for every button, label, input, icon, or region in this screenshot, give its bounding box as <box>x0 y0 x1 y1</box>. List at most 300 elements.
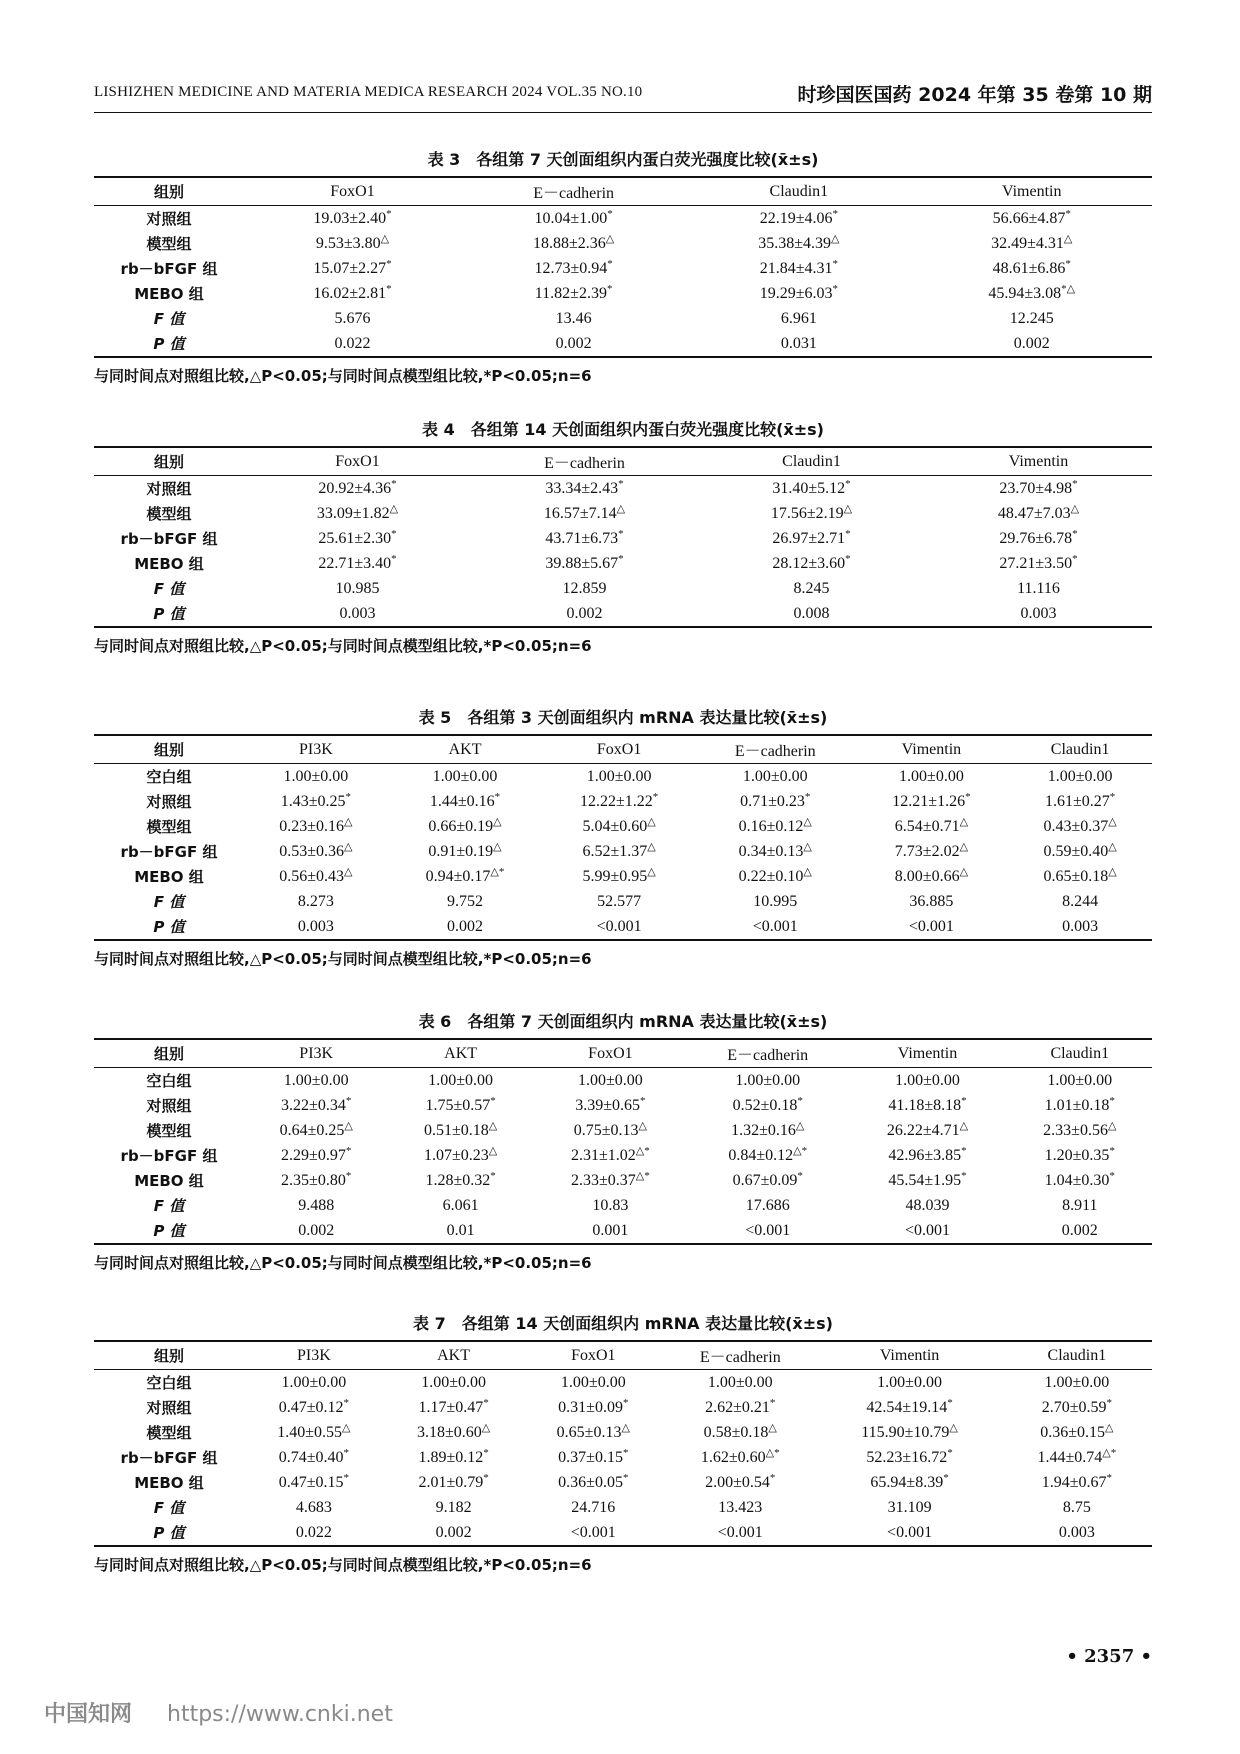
cell-value: 45.94±3.08 <box>988 284 1062 302</box>
table-cell <box>533 1068 688 1094</box>
row-label: 对照组 <box>146 210 192 228</box>
cell-value: 5.99±0.95 <box>582 867 648 885</box>
data-table <box>94 446 1152 628</box>
cell-value: 0.71±0.23 <box>740 792 805 810</box>
cell-value: 0.75±0.13 <box>573 1121 639 1139</box>
table-row <box>94 256 1152 281</box>
significance-mark: △* <box>1102 1446 1117 1459</box>
cell-value: 9.752 <box>447 892 484 910</box>
significance-mark: △ <box>647 815 656 828</box>
table-cell <box>817 1445 1001 1470</box>
significance-mark: △ <box>1108 840 1117 853</box>
significance-mark: △ <box>795 1119 805 1132</box>
cell-value: 0.47±0.12 <box>278 1398 344 1416</box>
table-cell <box>244 1168 388 1193</box>
table-cell <box>1008 1093 1152 1118</box>
significance-mark: * <box>947 1396 953 1409</box>
cell-value: 2.70±0.59 <box>1041 1398 1107 1416</box>
cell-value: 0.23±0.16 <box>279 817 345 835</box>
table-cell <box>388 864 543 889</box>
significance-mark: △ <box>1063 232 1073 245</box>
table-cell <box>388 1068 532 1094</box>
significance-mark: △ <box>647 865 656 878</box>
cell-value: 43.71±6.73 <box>545 529 619 547</box>
table-cell <box>1008 1168 1152 1193</box>
table-cell <box>698 501 925 526</box>
table-footnote: 与同时间点对照组比较,△P<0.05;与同时间点模型组比较,*P<0.05;n=6 <box>94 1254 592 1272</box>
cell-value: 56.66±4.87 <box>992 209 1066 227</box>
cell-value: 0.003 <box>339 604 376 622</box>
cell-value: 15.07±2.27 <box>313 259 387 277</box>
table-cell <box>925 551 1152 576</box>
row-label: P 值 <box>94 1520 244 1546</box>
cell-value: 0.16±0.12 <box>738 817 804 835</box>
significance-mark: * <box>943 1471 949 1484</box>
cell-value: 48.039 <box>905 1196 950 1214</box>
table-cell <box>533 1118 688 1143</box>
table-cell <box>471 501 698 526</box>
table-cell <box>911 281 1152 306</box>
significance-mark: △ <box>959 840 969 853</box>
cell-value: 1.75±0.57 <box>425 1096 491 1114</box>
significance-mark: * <box>494 790 501 803</box>
table-cell <box>244 1143 388 1168</box>
table-cell <box>533 1193 688 1218</box>
cell-value: 0.022 <box>334 334 371 352</box>
table-cell <box>244 1218 388 1244</box>
cell-value: 12.22±1.22 <box>579 792 653 810</box>
cell-value: 45.54±1.95 <box>888 1171 962 1189</box>
table-cell <box>1002 1495 1152 1520</box>
table-row <box>94 1445 1152 1470</box>
cell-value: 11.116 <box>1017 579 1060 597</box>
table-cell <box>244 281 461 306</box>
table-caption: 表 6 各组第 7 天创面组织内 mRNA 表达量比较(x̄±s) <box>418 1012 828 1031</box>
significance-mark: * <box>797 1169 803 1182</box>
cell-value: 8.00±0.66 <box>894 867 960 885</box>
table-cell <box>523 1520 663 1546</box>
significance-mark: △ <box>1108 865 1117 878</box>
significance-mark: △* <box>635 1169 650 1182</box>
significance-mark: * <box>797 1094 803 1107</box>
table-block <box>94 1010 1152 1275</box>
table-cell <box>911 206 1152 232</box>
cell-value: 0.58±0.18 <box>703 1423 769 1441</box>
table-row <box>94 306 1152 331</box>
cell-value: 6.061 <box>442 1196 479 1214</box>
significance-mark: △ <box>616 502 626 515</box>
cell-value: 1.00±0.00 <box>895 1071 960 1089</box>
cell-value: 1.04±0.30 <box>1044 1171 1110 1189</box>
cell-value: 6.961 <box>780 309 817 327</box>
journal-name-en: LISHIZHEN MEDICINE AND MATERIA MEDICA RESEARCH 2024 VOL.35 NO.10 <box>94 84 643 100</box>
cnki-url[interactable]: https://www.cnki.net <box>167 1702 393 1727</box>
table-cell <box>542 764 696 790</box>
table-cell <box>523 1395 663 1420</box>
cell-value: 1.00±0.00 <box>586 767 652 785</box>
table-row <box>94 864 1152 889</box>
table-cell <box>542 814 696 839</box>
cell-value: 8.244 <box>1062 892 1099 910</box>
cell-value: 1.43±0.25 <box>280 792 346 810</box>
cell-value: 0.37±0.15 <box>558 1448 623 1466</box>
cell-value: 0.002 <box>555 334 592 352</box>
significance-mark: * <box>622 1471 629 1484</box>
cell-value: 12.21±1.26 <box>892 792 966 810</box>
cell-value: 10.04±1.00 <box>534 209 608 227</box>
cell-value: 1.89±0.12 <box>418 1448 484 1466</box>
table-cell <box>696 914 855 940</box>
cell-value: 6.54±0.71 <box>894 817 960 835</box>
table-cell <box>1002 1470 1152 1495</box>
significance-mark: * <box>607 207 613 220</box>
column-header: 组别 <box>94 735 244 764</box>
table-cell <box>688 1093 847 1118</box>
cell-value: 0.52±0.18 <box>732 1096 798 1114</box>
row-label: MEBO 组 <box>134 868 204 886</box>
significance-mark: * <box>1109 1094 1115 1107</box>
column-header: E－cadherin <box>688 1039 847 1068</box>
cell-value: 1.00±0.00 <box>421 1373 486 1391</box>
significance-mark: * <box>947 1446 953 1459</box>
significance-mark: * <box>618 477 624 490</box>
cell-value: <0.001 <box>745 1221 791 1239</box>
table-cell <box>388 839 543 864</box>
significance-mark: * <box>1109 1169 1115 1182</box>
significance-mark: * <box>1065 207 1071 220</box>
table-row <box>94 1193 1152 1218</box>
significance-mark: * <box>618 552 624 565</box>
table-cell <box>244 576 471 601</box>
table-cell <box>686 306 911 331</box>
cell-value: 1.40±0.55 <box>277 1423 343 1441</box>
table-cell <box>925 601 1152 627</box>
data-table <box>94 734 1152 941</box>
row-label: 模型组 <box>146 505 192 523</box>
significance-mark: * <box>391 552 397 565</box>
table-cell <box>244 1520 384 1546</box>
table-row <box>94 1143 1152 1168</box>
table-cell <box>542 864 696 889</box>
cell-value: 1.00±0.00 <box>578 1071 643 1089</box>
row-label: rb－bFGF 组 <box>120 260 218 278</box>
row-label: MEBO 组 <box>134 555 204 573</box>
table-cell <box>696 789 855 814</box>
table-cell <box>847 1193 1007 1218</box>
significance-mark: △ <box>803 840 812 853</box>
significance-mark: * <box>386 207 392 220</box>
table-cell <box>855 839 1009 864</box>
significance-mark: △ <box>949 1421 958 1434</box>
column-header: Claudin1 <box>686 177 911 206</box>
table-cell <box>1008 1068 1152 1094</box>
table-cell <box>384 1420 524 1445</box>
table-cell <box>1008 1193 1152 1218</box>
row-label: F 值 <box>153 1197 185 1215</box>
significance-mark: △ <box>342 1421 351 1434</box>
row-label: P 值 <box>94 601 244 627</box>
table-cell <box>542 789 696 814</box>
cell-value: 0.84±0.12 <box>728 1146 794 1164</box>
table-row <box>94 1470 1152 1495</box>
table-cell <box>1008 1218 1152 1244</box>
cell-value: 36.885 <box>909 892 954 910</box>
significance-mark: △ <box>1105 1421 1114 1434</box>
table-cell <box>542 889 696 914</box>
table-cell <box>542 839 696 864</box>
cell-value: 1.20±0.35 <box>1044 1146 1110 1164</box>
row-label: 模型组 <box>146 818 192 836</box>
cell-value: 1.00±0.00 <box>1044 1373 1110 1391</box>
cell-value: 33.34±2.43 <box>545 479 619 497</box>
cell-value: 0.002 <box>435 1523 472 1541</box>
significance-mark: * <box>845 527 851 540</box>
significance-mark: * <box>483 1446 489 1459</box>
cell-value: 1.62±0.60 <box>700 1448 766 1466</box>
cell-value: 0.64±0.25 <box>279 1121 345 1139</box>
significance-mark: △ <box>344 840 353 853</box>
significance-mark: △* <box>490 865 505 878</box>
cell-value: 18.88±2.36 <box>532 234 606 252</box>
significance-mark: * <box>343 1471 349 1484</box>
column-header: Vimentin <box>817 1341 1001 1370</box>
table-cell <box>244 601 471 627</box>
cell-value: 0.002 <box>298 1221 335 1239</box>
row-label: 对照组 <box>146 480 192 498</box>
significance-mark: △ <box>380 232 390 245</box>
significance-mark: △ <box>344 815 353 828</box>
table-cell <box>1008 764 1152 790</box>
table-cell <box>925 526 1152 551</box>
table-row <box>94 789 1152 814</box>
significance-mark: * <box>1072 527 1078 540</box>
cell-value: 0.91±0.19 <box>428 842 494 860</box>
significance-mark: △* <box>765 1446 780 1459</box>
cell-value: 1.00±0.00 <box>707 1373 773 1391</box>
cell-value: 13.423 <box>718 1498 763 1516</box>
significance-mark: * <box>391 527 397 540</box>
table-block <box>94 418 1152 658</box>
cell-value: 0.002 <box>566 604 603 622</box>
significance-mark: △ <box>803 865 812 878</box>
table-cell <box>244 256 461 281</box>
table-cell <box>244 551 471 576</box>
cell-value: 4.683 <box>295 1498 332 1516</box>
significance-mark: * <box>832 257 838 270</box>
column-header: Vimentin <box>925 447 1152 476</box>
cell-value: 1.01±0.18 <box>1044 1096 1110 1114</box>
cell-value: 1.00±0.00 <box>432 767 498 785</box>
cell-value: 52.577 <box>597 892 642 910</box>
cell-value: 1.00±0.00 <box>742 767 808 785</box>
table-cell <box>688 1143 847 1168</box>
table-cell <box>911 256 1152 281</box>
table-cell <box>688 1218 847 1244</box>
cell-value: 65.94±8.39 <box>870 1473 944 1491</box>
cell-value: 2.33±0.56 <box>1043 1121 1108 1139</box>
table-row <box>94 576 1152 601</box>
cell-value: 1.61±0.27 <box>1044 792 1110 810</box>
cell-value: 1.00±0.00 <box>877 1373 942 1391</box>
row-label: F 值 <box>153 580 185 598</box>
table-footnote: 与同时间点对照组比较,△P<0.05;与同时间点模型组比较,*P<0.05;n=6 <box>94 637 592 655</box>
table-row <box>94 281 1152 306</box>
table-cell <box>925 501 1152 526</box>
table-block <box>94 148 1152 388</box>
table-cell <box>244 789 388 814</box>
column-header: Claudin1 <box>1008 1039 1152 1068</box>
cnki-watermark[interactable] <box>44 1697 393 1728</box>
cell-value: 31.109 <box>887 1498 932 1516</box>
table-cell <box>461 206 686 232</box>
table-row <box>94 1118 1152 1143</box>
cell-value: 8.75 <box>1062 1498 1091 1516</box>
table-cell <box>533 1168 688 1193</box>
table-cell <box>244 889 388 914</box>
column-header: Vimentin <box>855 735 1009 764</box>
row-label: P 值 <box>94 1218 244 1244</box>
cell-value: 0.59±0.40 <box>1043 842 1109 860</box>
table-footnote: 与同时间点对照组比较,△P<0.05;与同时间点模型组比较,*P<0.05;n=6 <box>94 367 592 385</box>
cell-value: 0.56±0.43 <box>279 867 345 885</box>
table-cell <box>1008 1118 1152 1143</box>
table-cell <box>686 281 911 306</box>
cell-value: 32.49±4.31 <box>991 234 1064 252</box>
significance-mark: △ <box>768 1421 777 1434</box>
significance-mark: * <box>606 282 613 295</box>
table-caption: 表 3 各组第 7 天创面组织内蛋白荧光强度比较(x̄±s) <box>427 150 819 169</box>
table-cell <box>384 1495 524 1520</box>
table-cell <box>1008 864 1152 889</box>
table-row <box>94 1420 1152 1445</box>
table-caption: 表 7 各组第 14 天创面组织内 mRNA 表达量比较(x̄±s) <box>413 1314 833 1333</box>
cell-value: 0.001 <box>592 1221 629 1239</box>
significance-mark: △ <box>959 815 969 828</box>
table-cell <box>698 526 925 551</box>
row-label: F 值 <box>153 310 185 328</box>
table-cell <box>244 331 461 357</box>
table-row <box>94 1218 1152 1244</box>
row-label: F 值 <box>153 893 185 911</box>
table-cell <box>244 814 388 839</box>
table-cell <box>461 306 686 331</box>
cell-value: 9.182 <box>435 1498 472 1516</box>
significance-mark: * <box>804 790 811 803</box>
significance-mark: △ <box>1108 815 1117 828</box>
table-cell <box>698 576 925 601</box>
significance-mark: * <box>345 1094 352 1107</box>
table-cell <box>384 1370 524 1396</box>
cell-value: 8.245 <box>793 579 830 597</box>
significance-mark: * <box>618 527 624 540</box>
significance-mark: * <box>961 1144 967 1157</box>
cell-value: 1.00±0.00 <box>281 1373 347 1391</box>
table-cell <box>663 1445 817 1470</box>
table-cell <box>244 231 461 256</box>
table-cell <box>388 1193 532 1218</box>
cell-value: 22.71±3.40 <box>318 554 392 572</box>
table-cell <box>855 914 1009 940</box>
table-cell <box>817 1470 1001 1495</box>
table-cell <box>244 1470 384 1495</box>
significance-mark: △ <box>959 1119 969 1132</box>
table-caption: 表 4 各组第 14 天创面组织内蛋白荧光强度比较(x̄±s) <box>422 420 824 439</box>
row-label: 空白组 <box>146 1374 192 1392</box>
table-cell <box>388 1093 532 1118</box>
cell-value: 2.00±0.54 <box>705 1473 770 1491</box>
column-header: PI3K <box>244 1341 384 1370</box>
table-cell <box>688 1068 847 1094</box>
cell-value: 26.97±2.71 <box>772 529 846 547</box>
cell-value: 19.03±2.40 <box>313 209 387 227</box>
cell-value: <0.001 <box>752 917 798 935</box>
cell-value: 0.002 <box>1013 334 1050 352</box>
table-cell <box>244 864 388 889</box>
row-label: F 值 <box>153 1499 185 1517</box>
table-cell <box>911 306 1152 331</box>
table-row <box>94 1370 1152 1396</box>
cell-value: 1.44±0.74 <box>1037 1448 1103 1466</box>
table-cell <box>911 231 1152 256</box>
table-cell <box>855 814 1009 839</box>
table-caption: 表 5 各组第 3 天创面组织内 mRNA 表达量比较(x̄±s) <box>418 708 828 727</box>
table-cell <box>686 331 911 357</box>
significance-mark: △ <box>803 815 812 828</box>
table-cell <box>688 1168 847 1193</box>
table-cell <box>817 1420 1001 1445</box>
significance-mark: △ <box>638 1119 648 1132</box>
table-cell <box>696 839 855 864</box>
row-label: 模型组 <box>146 235 192 253</box>
table-cell <box>384 1520 524 1546</box>
cell-value: 1.28±0.32 <box>425 1171 491 1189</box>
row-label: 模型组 <box>146 1424 192 1442</box>
table-cell <box>663 1370 817 1396</box>
table-cell <box>244 1495 384 1520</box>
column-header: Claudin1 <box>698 447 925 476</box>
cell-value: 0.002 <box>447 917 484 935</box>
table-block <box>94 1312 1152 1577</box>
significance-mark: * <box>1109 1144 1115 1157</box>
row-label: rb－bFGF 组 <box>120 1147 218 1165</box>
table-cell <box>244 764 388 790</box>
column-header: 组别 <box>94 177 244 206</box>
significance-mark: * <box>1072 477 1078 490</box>
table-cell <box>1008 814 1152 839</box>
column-header: FoxO1 <box>244 447 471 476</box>
cell-value: 0.94±0.17 <box>425 867 491 885</box>
table-cell <box>696 814 855 839</box>
table-cell <box>523 1420 663 1445</box>
cell-value: 1.00±0.00 <box>560 1373 626 1391</box>
column-header: E－cadherin <box>663 1341 817 1370</box>
table-cell <box>244 526 471 551</box>
cell-value: 3.22±0.34 <box>281 1096 346 1114</box>
significance-mark: * <box>343 1446 349 1459</box>
table-row <box>94 1520 1152 1546</box>
table-cell <box>244 476 471 502</box>
cell-value: 0.022 <box>295 1523 332 1541</box>
cell-value: 29.76±6.78 <box>999 529 1073 547</box>
table-cell <box>855 789 1009 814</box>
table-row <box>94 889 1152 914</box>
significance-mark: △ <box>344 865 353 878</box>
cell-value: 48.61±6.86 <box>992 259 1066 277</box>
significance-mark: * <box>1065 257 1071 270</box>
cell-value: 16.57±7.14 <box>543 504 617 522</box>
significance-mark: * <box>490 1094 496 1107</box>
cell-value: 0.003 <box>1062 917 1099 935</box>
